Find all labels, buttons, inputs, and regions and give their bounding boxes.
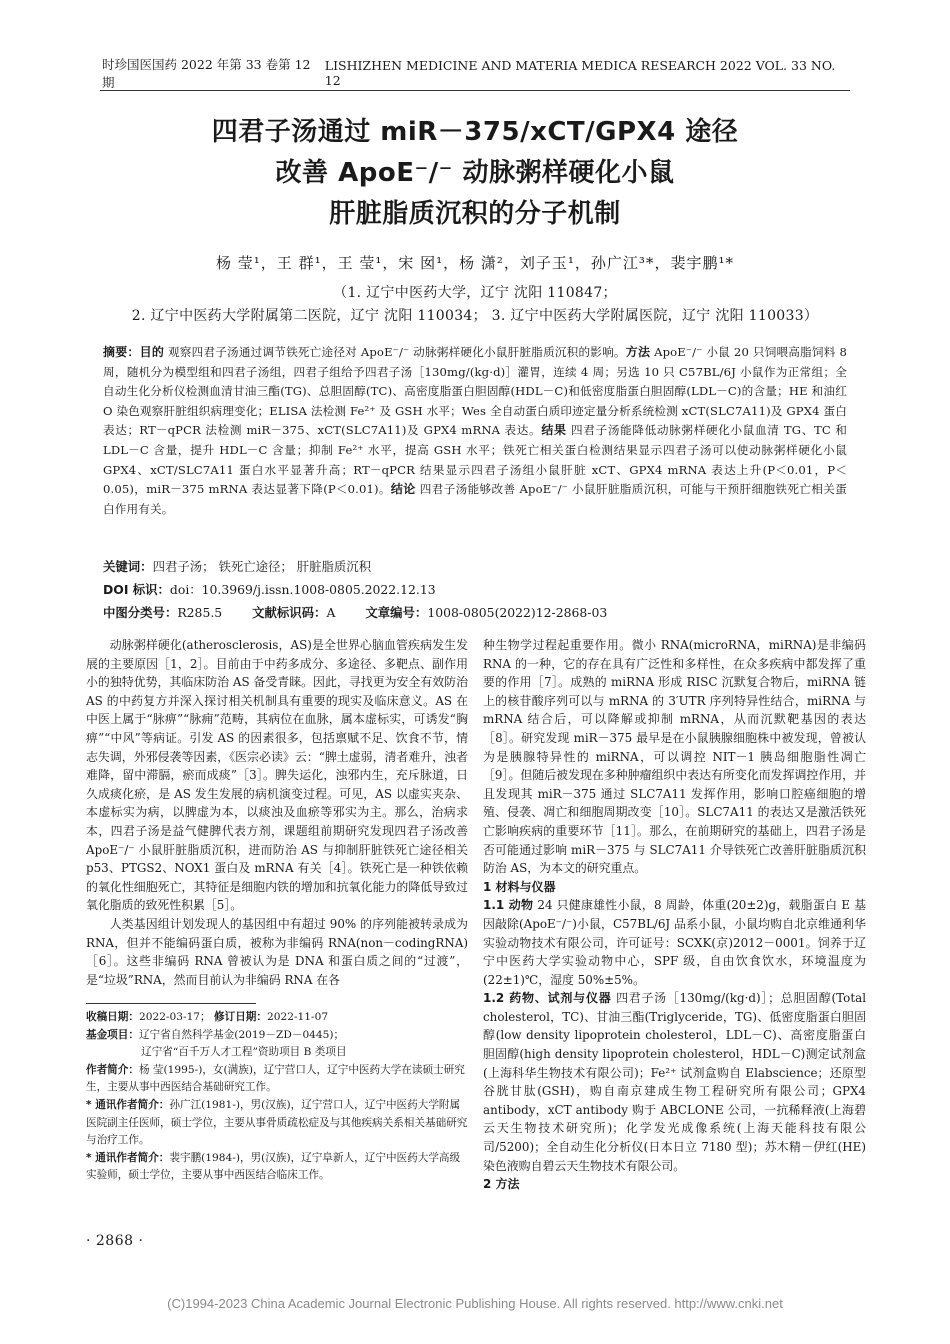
corresponding-label-2: * 通讯作者简介： <box>86 1151 170 1164</box>
doi <box>103 580 847 598</box>
section-1-2 <box>483 989 866 1175</box>
title-line-2: 改善 ApoE⁻/⁻ 动脉粥样硬化小鼠 <box>275 158 675 188</box>
received-date: 2022-03-17； <box>138 1011 211 1023</box>
corresponding-label-1: * 通讯作者简介： <box>86 1098 170 1111</box>
revised-label: 修订日期： <box>214 1011 267 1023</box>
section-1-1-label: 1.1 动物 <box>483 898 534 913</box>
article-title <box>100 112 850 235</box>
doi-label: DOI 标识： <box>103 582 170 597</box>
journal-name-cn: 时珍国医国药 2022 年第 33 卷第 12 期 <box>102 57 311 90</box>
funding-2: 辽宁省“百千万人才工程”资助项目 B 类项目 <box>141 1046 347 1059</box>
method-text: ApoE⁻/⁻ 小鼠 20 只饲喂高脂饲料 8 周，随机分为模型组和四君子汤组，四君子组给予四君子汤［130mg/(kg·d)］灌胃，连续 4 周；另选 10 只 C57BL/6J 小鼠作为正常组；全自动生化分析仪检测血清甘油三酯(TG)、总胆固醇(TC)、高密度脂蛋白胆固醇(HDL－C)和低密度脂蛋白胆固醇(LDL－C)的含量；HE 和油红 O 染色观察肝脏组织病理变化；ELISA 法检测 Fe²⁺ 及 GSH 水平；Wes 全自动蛋白质印迹定量分析系统检测 xCT(SLC7A11)及 GPX4 蛋白表达；RT－qPCR 法检测 miR－375、xCT(SLC7A11)及 GPX4 mRNA 表达。 <box>103 345 847 438</box>
funding-line <box>86 1027 470 1045</box>
funding-1: 辽宁省自然科学基金(2019－ZD－0445)； <box>138 1028 345 1041</box>
method-label: 方法 <box>625 345 651 359</box>
conclusion-label: 结论 <box>390 482 416 497</box>
section-1-2-label: 1.2 药物、试剂与仪器 <box>483 991 612 1006</box>
abstract <box>103 343 847 519</box>
keywords-text: 四君子汤； 铁死亡途径； 肝脏脂质沉积 <box>152 559 372 574</box>
section-1-2-text: 四君子汤［130mg/(kg·d)］；总胆固醇(Total cholesterol，TC)、甘油三酯(Triglyceride，TG)、低密度脂蛋白胆固醇(low density lipoprotein cholesterol，LDL－C)、高密度脂蛋白胆固醇(high density lipoprotein cholesterol，HDL－C)测定试剂盒(上海科华生物技术有限公司)；Fe²⁺ 试剂盒购自 Elabscience；还原型谷胱甘肽(GSH)，购自南京建成生物工程研究所有限公司；GPX4 antibody，xCT antibody 购于 ABCLONE 公司，一抗稀释液(上海碧云天生物技术研究所)；化学发光成像系统(上海天能科技有限公司/5200)；全自动生化分析仪(日本日立 7180 型)；苏木精－伊红(HE)染色液购自碧云天生物技术有限公司。 <box>483 991 866 1173</box>
clc-label: 中图分类号： <box>103 605 178 620</box>
journal-name-en: LISHIZHEN MEDICINE AND MATERIA MEDICA RESEARCH 2022 VOL. 33 NO. 12 <box>324 58 836 88</box>
funding-label: 基金项目： <box>86 1028 139 1041</box>
body-paragraph: 动脉粥样硬化(atherosclerosis，AS)是全世界心脑血管疾病发生发展的主要原因［1，2］。目前由于中药多成分、多途径、多靶点、副作用小的独特优势，其临床防治 AS 备受青睐。因此，寻找更为安全有效防治 AS 的中药复方并深入探讨相关机制具有重要的现实及临床意义。AS 在中医上属于“脉痹”“脉痈”范畴，其病位在血脉，属本虚标实，可诱发“胸痹”“中风”等病证。引发 AS 的因素很多，包括禀赋不足、饮食不节，情志失调，外邪侵袭等因素，《医宗必读》云：“脾土虚弱，清者难升，浊者难降，留中滞膈，瘀而成痰”［3］。脾失运化，浊邪内生，充斥脉道，日久成痰化瘀，是 AS 发生发展的病机演变过程。可见，AS 以虚实夹杂、本虚标实为病，以脾虚为本，以痰浊及血瘀等邪实为主。那么，治病求本，四君子汤是益气健脾代表方剂，课题组前期研究发现四君子汤改善 ApoE⁻/⁻ 小鼠肝脏脂质沉积，进而防治 AS 与抑制肝脏铁死亡途径相关 p53、PTGS2、NOX1 蛋白及 mRNA 有关［4］。铁死亡是一种铁依赖的氧化性细胞死亡，其特征是细胞内铁的增加和抗氧化能力的降低导致过氧化脂质的致死性积累［5］。 <box>86 638 468 913</box>
affiliation-line-1: （1. 辽宁中医药大学，辽宁 沈阳 110847； <box>333 285 617 301</box>
corresponding-author-1 <box>86 1097 470 1150</box>
title-line-1: 四君子汤通过 miR－375/xCT/GPX4 途径 <box>211 117 739 147</box>
received-label: 收稿日期： <box>86 1011 139 1023</box>
keywords <box>103 557 847 575</box>
doc-code-label: 文献标识码： <box>252 605 327 620</box>
copyright-watermark: (C)1994-2023 China Academic Journal Electronic Publishing House. All rights reserved. http://www.cnki.net <box>167 1296 783 1311</box>
footnote-rule <box>86 1003 256 1004</box>
article-no-label: 文章编号： <box>365 605 428 620</box>
doi-link[interactable]: doi：10.3969/j.issn.1008-0805.2022.12.13 <box>169 582 436 597</box>
revised-date: 2022-11-07 <box>267 1011 329 1023</box>
doc-code-value: A <box>326 605 336 620</box>
page-number: · 2868 · <box>86 1233 144 1249</box>
author-list: 杨 莹¹，王 群¹，王 莹¹，宋 囡¹，杨 潇²，刘子玉¹，孙广江³*，裴宇鹏¹* <box>216 254 734 272</box>
result-text: 四君子汤能降低动脉粥样硬化小鼠血清 TG、TC 和 LDL－C 含量，提升 HDL－C 含量；抑制 Fe²⁺ 水平，提高 GSH 水平；铁死亡相关蛋白检测结果显示四君子汤可以使动脉粥样硬化小鼠 GPX4、xCT/SLC7A11 蛋白水平显著升高；RT－qPCR 结果显示四君子汤组小鼠肝脏 xCT、GPX4 mRNA 表达上升(P＜0.01，P＜0.05)，miR－375 mRNA 表达显著下降(P＜0.01)。 <box>103 423 847 497</box>
keywords-label: 关键词： <box>103 559 153 574</box>
body-paragraph: 种生物学过程起重要作用。微小 RNA(microRNA，miRNA)是非编码 RNA 的一种，它的存在具有广泛性和多样性，在众多疾病中都发挥了重要的作用［7］。成熟的 miRNA 形成 RISC 沉默复合物后，miRNA 链上的核苷酸序列可以与 mRNA 的 3′UTR 序列特异性结合，miRNA 与 mRNA 结合后，可以降解或抑制 mRNA，从而沉默靶基因的表达［8］。研究发现 miR－375 最早是在小鼠胰腺细胞株中被发现，曾被认为是胰腺特异性的 miRNA，可以调控 NIT－1 胰岛细胞脂性凋亡［9］。但随后被发现在多种肿瘤组织中表达有所变化而发挥调控作用，并且发现其 miR－375 通过 SLC7A11 发挥作用，影响口腔癌细胞的增殖、侵袭、凋亡和细胞周期改变［10］。SLC7A11 的表达又是激活铁死亡影响疾病的重要环节［11］。那么，在前期研究的基础上，四君子汤是否可能通过影响 miR－375 与 SLC7A11 介导铁死亡改善肝脏脂质沉积防治 AS，为本文的研究重点。 <box>483 638 866 876</box>
result-label: 结果 <box>541 423 567 438</box>
header-rule <box>100 90 850 91</box>
classification-line <box>103 603 847 621</box>
article-no-value: 1008-0805(2022)12-2868-03 <box>427 605 608 620</box>
affiliation-line-2: 2. 辽宁中医药大学附属第二医院，辽宁 沈阳 110034； 3. 辽宁中医药大学附属医院，辽宁 沈阳 110033） <box>131 308 819 324</box>
clc-value: R285.5 <box>177 605 223 620</box>
section-1-1-text: 24 只健康雄性小鼠，8 周龄，体重(20±2)g，载脂蛋白 E 基因敲除(ApoE⁻/⁻)小鼠，C57BL/6J 品系小鼠，小鼠均购自北京维通利华实验动物技术有限公司，许可证号：SCXK(京)2012－0001。饲养于辽宁中医药大学实验动物中心，SPF 级，自由饮食饮水，环境温度为(22±1)℃，湿度 50%±5%。 <box>483 898 867 987</box>
conclusion-text: 四君子汤能够改善 ApoE⁻/⁻ 小鼠肝脏脂质沉积，可能与干预肝细胞铁死亡相关蛋白作用有关。 <box>103 482 847 516</box>
author-bio-text: 杨 莹(1995-)，女(满族)，辽宁营口人，辽宁中医药大学在读硕士研究生，主要从事中西医结合基础研究工作。 <box>86 1063 465 1094</box>
body-column-left <box>86 636 468 989</box>
dates-line <box>86 1009 470 1027</box>
abstract-label: 摘要： <box>103 345 140 359</box>
author-bio <box>86 1062 470 1097</box>
section-1-1 <box>483 896 866 989</box>
objective-label: 目的 <box>139 345 165 359</box>
objective-text: 观察四君子汤通过调节铁死亡途径对 ApoE⁻/⁻ 动脉粥样硬化小鼠肝脏脂质沉积的影响。 <box>168 345 626 359</box>
corresponding-text-1: 孙广江(1981-)，男(汉族)，辽宁营口人，辽宁中医药大学附属医院副主任医师，硕士学位，主要从事骨质疏松症及与其他疾病关系相关基础研究与治疗工作。 <box>86 1098 468 1147</box>
author-bio-label: 作者简介： <box>86 1063 139 1076</box>
title-line-3: 肝脏脂质沉积的分子机制 <box>329 199 621 229</box>
running-header <box>102 57 850 90</box>
body-column-right <box>483 636 866 1194</box>
section-heading-1: 1 材料与仪器 <box>483 879 556 894</box>
corresponding-author-2 <box>86 1150 470 1185</box>
body-paragraph: 人类基因组计划发现人的基因组中有超过 90% 的序列能被转录成为 RNA，但并不能编码蛋白质，被称为非编码 RNA(non－codingRNA)［6］。这些非编码 RNA 曾被认为是 DNA 和蛋白质之间的“过渡”，是“垃圾”RNA，然而目前认为非编码 RNA 在各 <box>86 916 468 987</box>
corresponding-text-2: 裴宇鹏(1984-)，男(汉族)，辽宁阜新人，辽宁中医药大学高级实验师，硕士学位，主要从事中西医结合临床工作。 <box>86 1151 461 1182</box>
section-heading-2: 2 方法 <box>483 1177 520 1192</box>
footnotes <box>86 1009 470 1185</box>
